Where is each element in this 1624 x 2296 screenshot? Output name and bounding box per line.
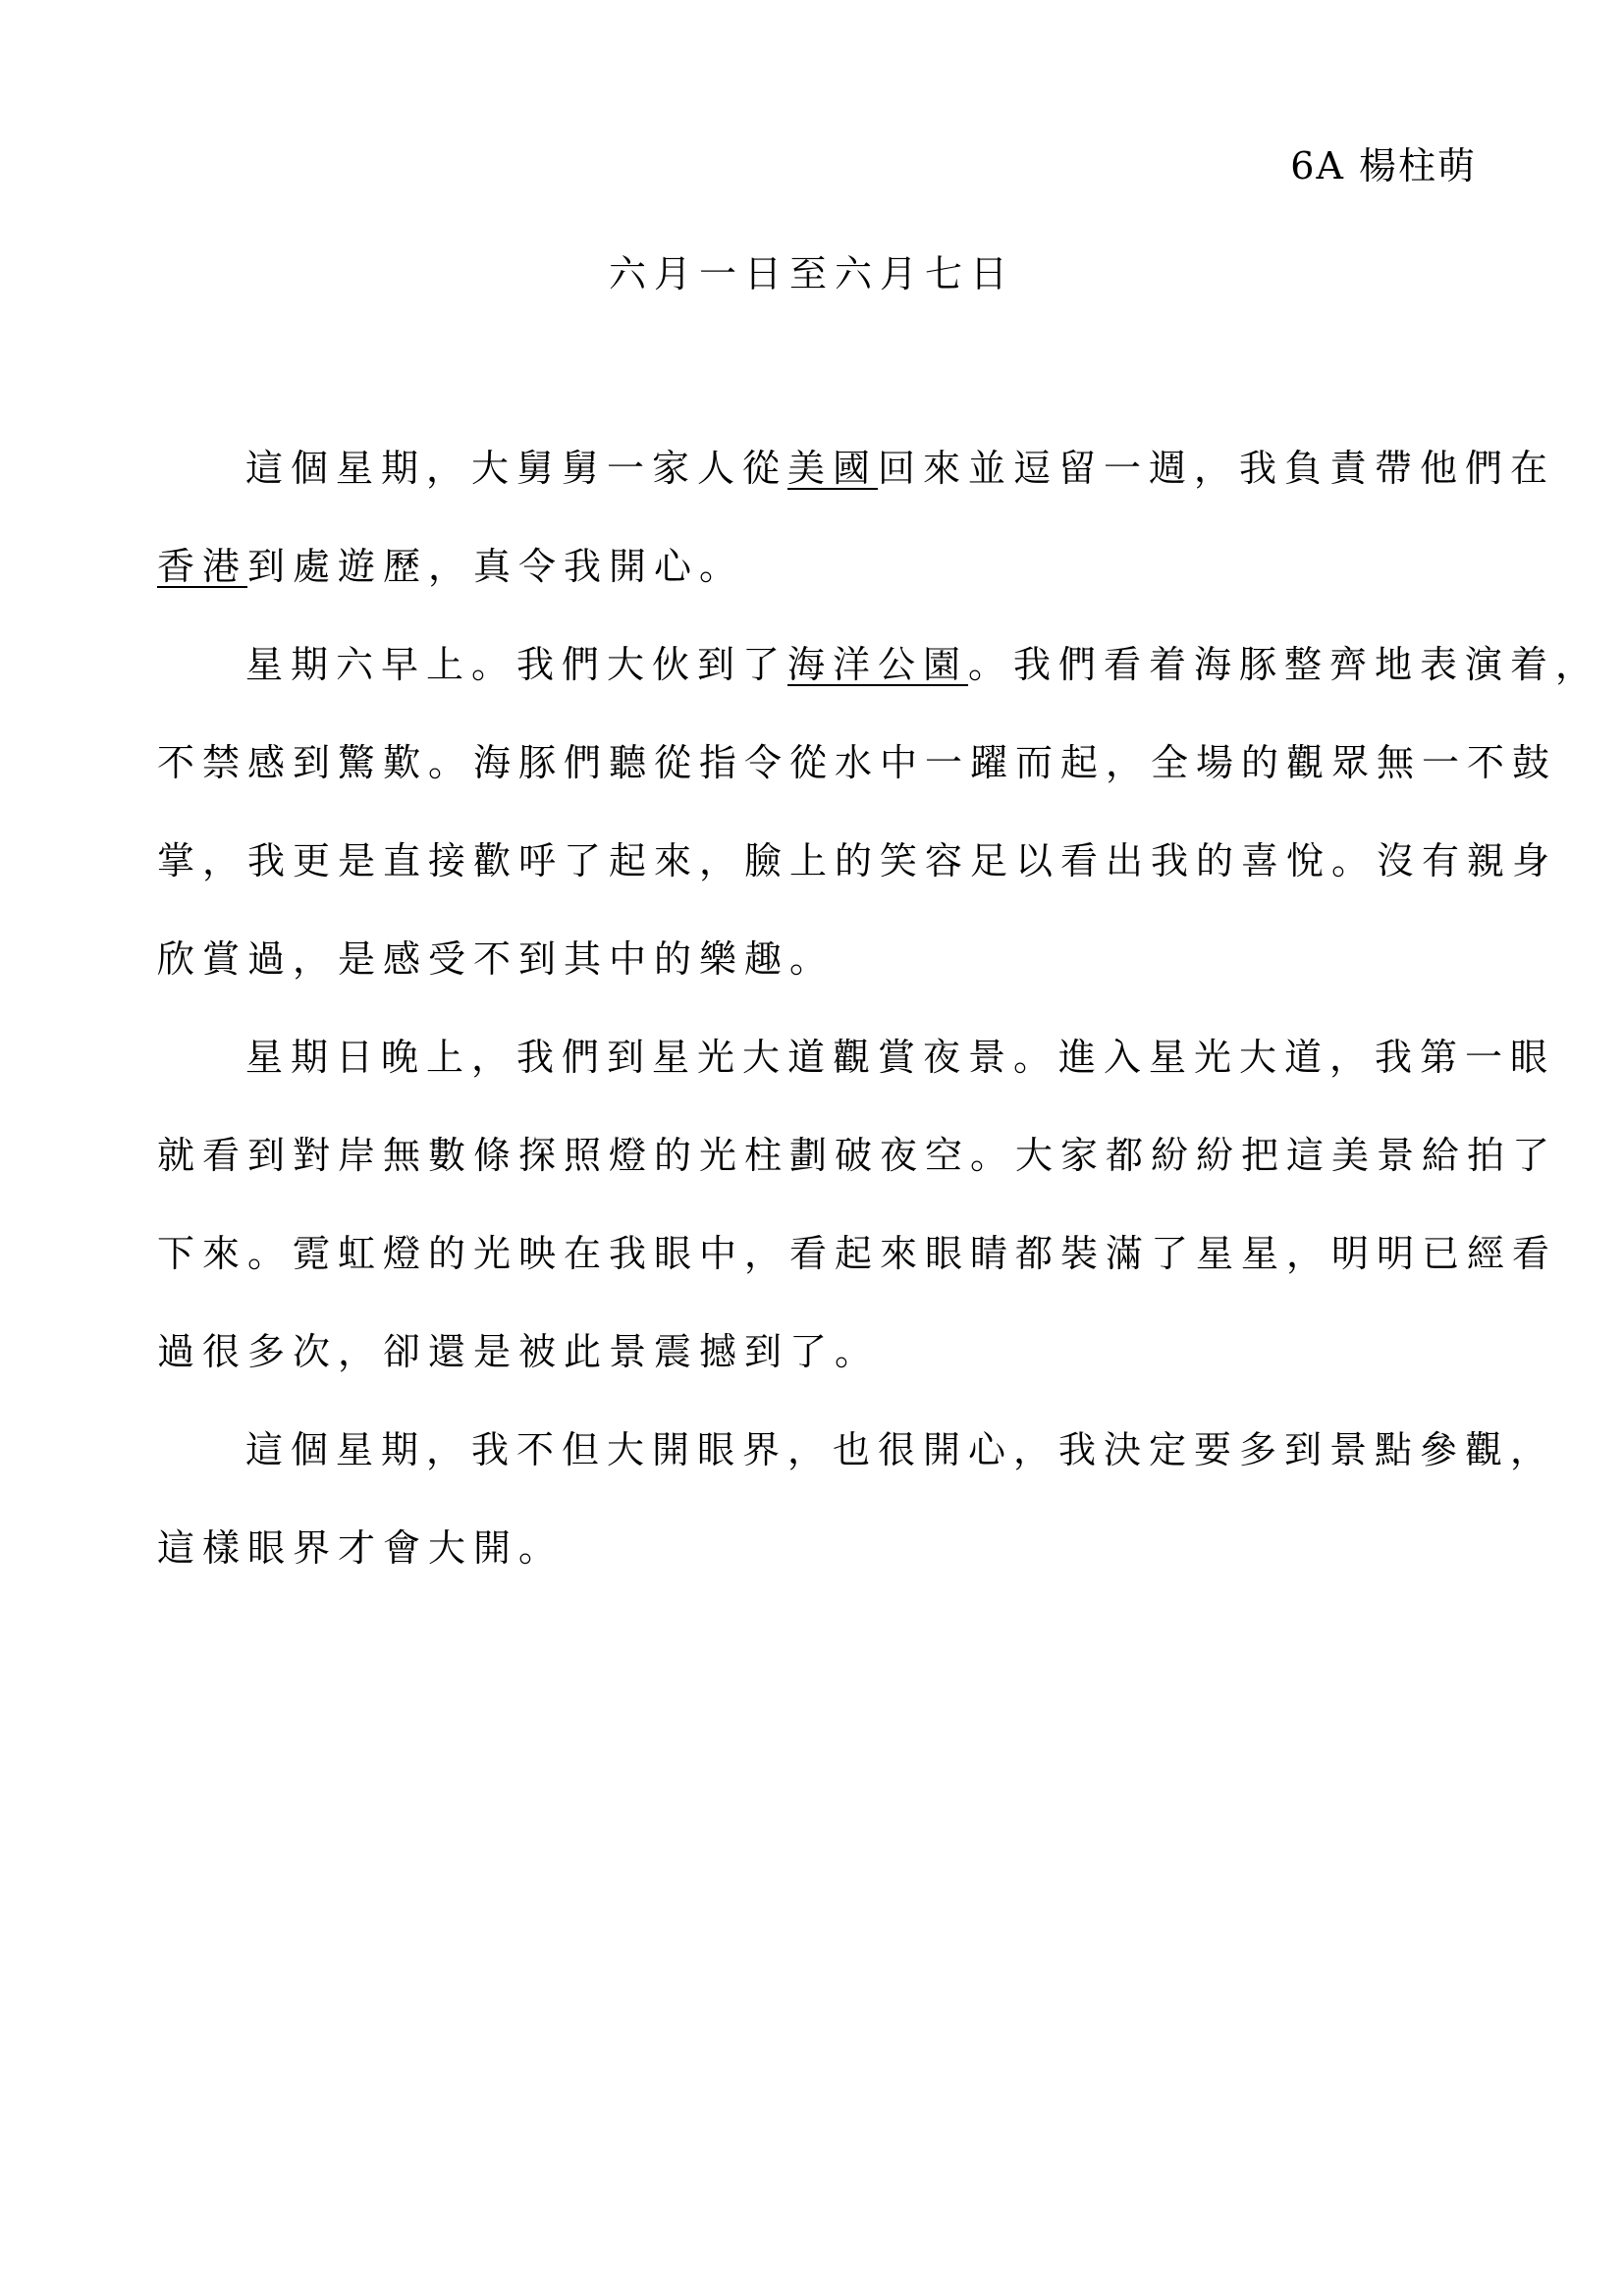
paragraph-3-line-3: 下來。霓虹燈的光映在我眼中，看起來眼睛都裝滿了星星，明明已經看 bbox=[157, 1232, 1558, 1275]
paragraph-2-line-3: 掌，我更是直接歡呼了起來，臉上的笑容足以看出我的喜悅。沒有親身 bbox=[157, 839, 1558, 882]
author-line: 6A 楊柱萌 bbox=[1290, 144, 1477, 187]
text-segment: 。我們看着海豚整齊地表演着， bbox=[968, 643, 1601, 686]
paragraph-3-line-2: 就看到對岸無數條探照燈的光柱劃破夜空。大家都紛紛把這美景給拍了 bbox=[157, 1134, 1558, 1177]
paragraph-4-line-1: 這個星期，我不但大開眼界，也很開心，我決定要多到景點參觀， bbox=[245, 1428, 1556, 1471]
paragraph-1-line-1 bbox=[245, 438, 1555, 492]
paragraph-3-line-4: 過很多次，卻還是被此景震撼到了。 bbox=[157, 1330, 881, 1373]
text-segment: 這個星期，大舅舅一家人從 bbox=[245, 447, 788, 490]
text-segment: 星期六早上。我們大伙到了 bbox=[245, 643, 788, 686]
paragraph-3-line-1: 星期日晚上，我們到星光大道觀賞夜景。進入星光大道，我第一眼 bbox=[245, 1036, 1556, 1079]
paragraph-4-line-2: 這樣眼界才會大開。 bbox=[157, 1526, 565, 1570]
paragraph-2-line-4: 欣賞過，是感受不到其中的樂趣。 bbox=[157, 937, 836, 981]
text-segment: 回來並逗留一週，我負責帶他們在 bbox=[878, 447, 1556, 490]
text-segment: 到處遊歷，真令我開心。 bbox=[247, 545, 745, 588]
place-name-hong-kong: 香港 bbox=[157, 545, 248, 588]
paragraph-2-line-1 bbox=[245, 634, 1600, 688]
place-name-usa: 美國 bbox=[787, 447, 879, 490]
paragraph-2-line-2: 不禁感到驚歎。海豚們聽從指令從水中一躍而起，全場的觀眾無一不鼓 bbox=[157, 741, 1558, 784]
place-name-ocean-park: 海洋公園 bbox=[787, 643, 969, 686]
date-title: 六月一日至六月七日 bbox=[608, 252, 1015, 295]
paragraph-1-line-2 bbox=[157, 536, 744, 590]
